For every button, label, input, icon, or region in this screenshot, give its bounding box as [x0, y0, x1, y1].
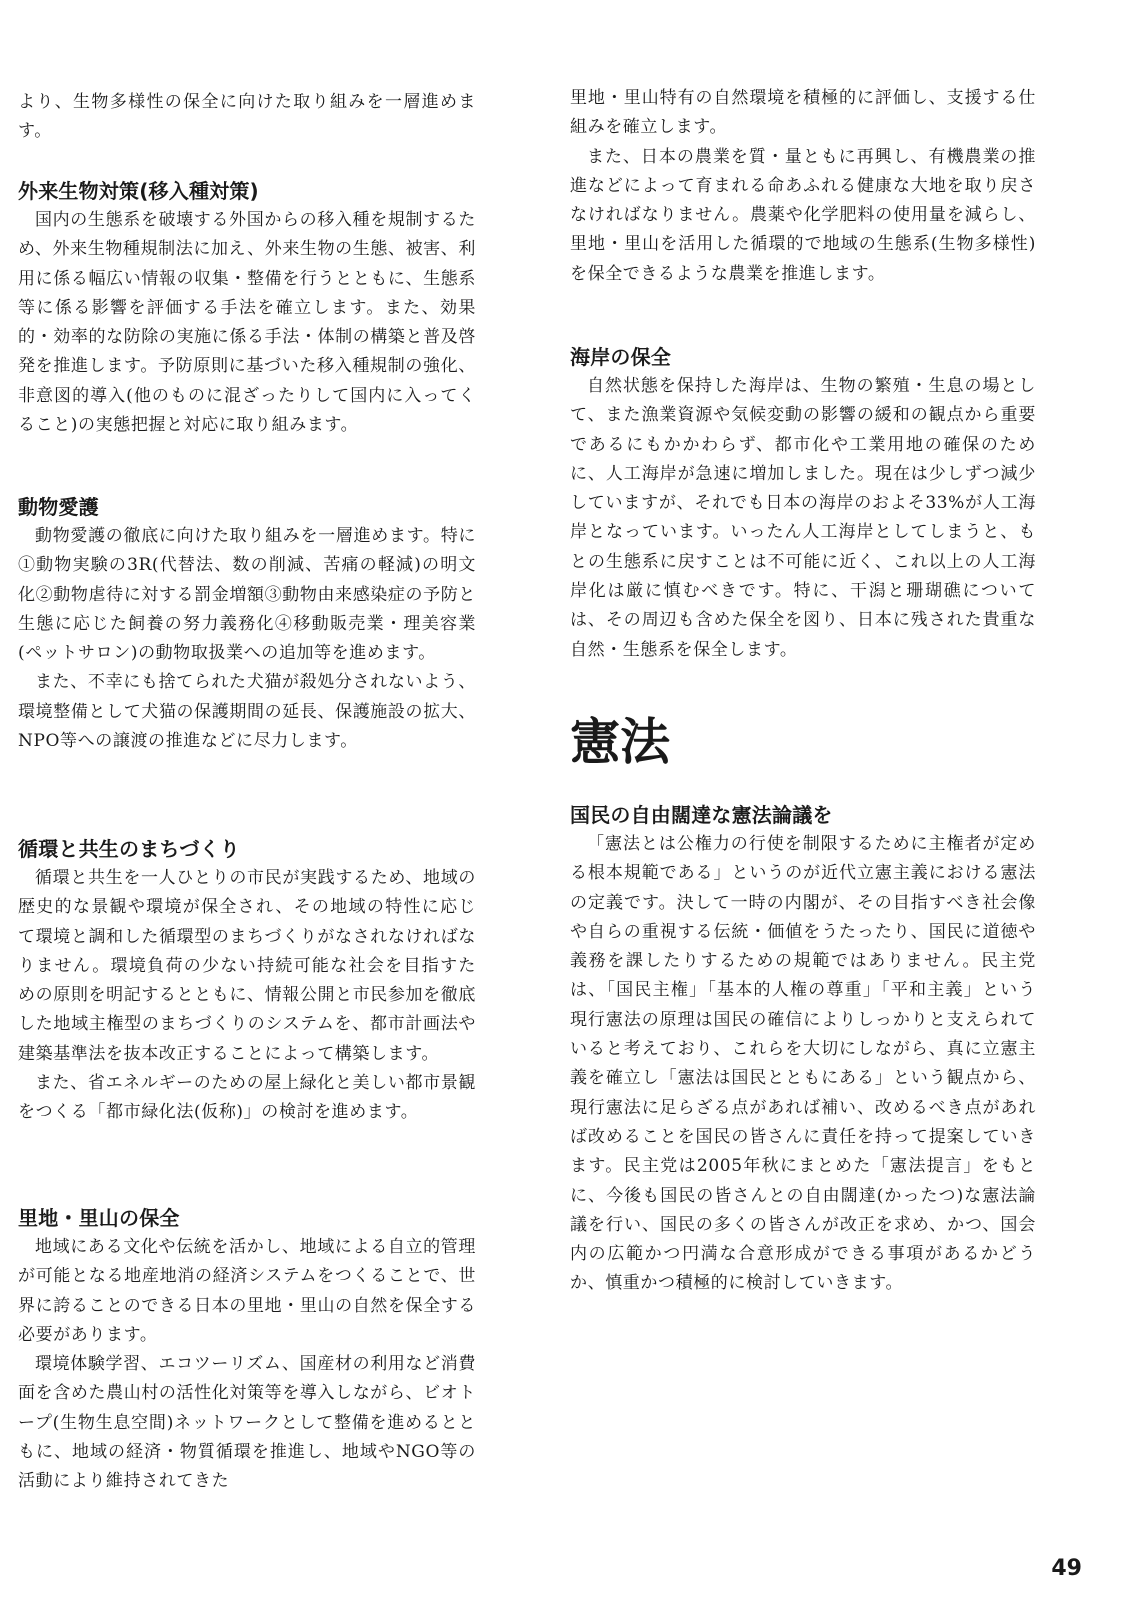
alien-species-heading: 外来生物対策(移入種対策): [18, 179, 259, 203]
alien-species-section: [18, 178, 476, 440]
satoyama-continued-paragraph-2: また、日本の農業を質・量ともに再興し、有機農業の推進などによって育まれる命あふれる健康な大地を取り戻さなければなりません。農薬や化学肥料の使用量を減らし、里地・里山を活用した循環的で地域の生態系(生物多様性)を保全できるような農業を推進します。: [570, 146, 1036, 284]
intro-paragraph: より、生物多様性の保全に向けた取り組みを一層進めます。: [18, 92, 476, 142]
constitution-section: [570, 712, 1036, 1299]
constitution-heading: 国民の自由闊達な憲法論議を: [570, 803, 833, 827]
town-planning-heading: 循環と共生のまちづくり: [18, 837, 240, 861]
alien-species-paragraph: 国内の生態系を破壊する外国からの移入種を規制するため、外来生物種規制法に加え、外来生物の生態、被害、利用に係る幅広い情報の収集・整備を行うとともに、生態系等に係る影響を評価する手法を確立します。また、効果的・効率的な防除の実施に係る手法・体制の構築と普及啓発を推進します。予防原則に基づいた移入種規制の強化、非意図的導入(他のものに混ざったりして国内に入ってくること)の実態把握と対応に取り組みます。: [18, 210, 476, 436]
coast-paragraph: 自然状態を保持した海岸は、生物の繁殖・生息の場として、また漁業資源や気候変動の影響の緩和の観点から重要であるにもかかわらず、都市化や工業用地の確保のために、人工海岸が急速に増加しました。現在は少しずつ減少していますが、それでも日本の海岸のおよそ33%が人工海岸となっています。いったん人工海岸としてしまうと、もとの生態系に戻すことは不可能に近く、これ以上の人工海岸化は厳に慎むべきです。特に、干潟と珊瑚礁については、その周辺も含めた保全を図り、日本に残された貴重な自然・生態系を保全します。: [570, 376, 1036, 660]
satoyama-continued-paragraph-1: 里地・里山特有の自然環境を積極的に評価し、支援する仕組みを確立します。: [570, 88, 1036, 138]
coast-heading: 海岸の保全: [570, 345, 671, 369]
satoyama-continued-section: [570, 84, 1036, 289]
town-planning-paragraph-2: また、省エネルギーのための屋上緑化と美しい都市景観をつくる「都市緑化法(仮称)」の検討を進めます。: [18, 1073, 476, 1123]
intro-section: [18, 88, 476, 147]
page-number: 49: [1051, 1556, 1082, 1581]
town-planning-section: [18, 836, 476, 1128]
town-planning-paragraph-1: 循環と共生を一人ひとりの市民が実践するため、地域の歴史的な景観や環境が保全され、その地域の特性に応じて環境と調和した循環型のまちづくりがなされなければなりません。環境負荷の少ない持続可能な社会を目指すための原則を明記するとともに、情報公開と市民参加を徹底した地域主権型のまちづくりのシステムを、都市計画法や建築基準法を抜本改正することによって構築します。: [18, 868, 476, 1064]
coast-section: [570, 344, 1036, 665]
animal-welfare-heading: 動物愛護: [18, 495, 99, 519]
constitution-paragraph: 「憲法とは公権力の行使を制限するために主権者が定める根本規範である」というのが近代立憲主義における憲法の定義です。決して一時の内閣が、その目指すべき社会像や自らの重視する伝統・価値をうたったり、国民に道徳や義務を課したりするための規範ではありません。民主党は、「国民主権」「基本的人権の尊重」「平和主義」という現行憲法の原理は国民の確信によりしっかりと支えられていると考えており、これらを大切にしながら、真に立憲主義を確立し「憲法は国民とともにある」という観点から、現行憲法に足らざる点があれば補い、改めるべき点があれば改めることを国民の皆さんに責任を持って提案していきます。民主党は2005年秋にまとめた「憲法提言」をもとに、今後も国民の皆さんとの自由闊達(かったつ)な憲法論議を行い、国民の多くの皆さんが改正を求め、かつ、国会内の広範かつ円満な合意形成ができる事項があるかどうか、慎重かつ積極的に検討していきます。: [570, 834, 1036, 1294]
constitution-title: 憲法: [570, 713, 670, 771]
satoyama-heading: 里地・里山の保全: [18, 1206, 180, 1230]
satoyama-paragraph-1: 地域にある文化や伝統を活かし、地域による自立的管理が可能となる地産地消の経済システムをつくることで、世界に誇ることのできる日本の里地・里山の自然を保全する必要があります。: [18, 1237, 476, 1345]
animal-welfare-paragraph-2: また、不幸にも捨てられた犬猫が殺処分されないよう、環境整備として犬猫の保護期間の延長、保護施設の拡大、NPO等への譲渡の推進などに尽力します。: [18, 672, 476, 752]
animal-welfare-section: [18, 494, 476, 756]
satoyama-paragraph-2: 環境体験学習、エコツーリズム、国産材の利用など消費面を含めた農山村の活性化対策等を導入しながら、ビオトープ(生物生息空間)ネットワークとして整備を進めるとともに、地域の経済・物質循環を推進し、地域やNGO等の活動により維持されてきた: [18, 1354, 476, 1492]
satoyama-section: [18, 1205, 476, 1497]
animal-welfare-paragraph-1: 動物愛護の徹底に向けた取り組みを一層進めます。特に①動物実験の3R(代替法、数の削減、苦痛の軽減)の明文化②動物虐待に対する罰金増額③動物由来感染症の予防と生態に応じた飼養の努力義務化④移動販売業・理美容業(ペットサロン)の動物取扱業への追加等を進めます。: [18, 526, 476, 664]
